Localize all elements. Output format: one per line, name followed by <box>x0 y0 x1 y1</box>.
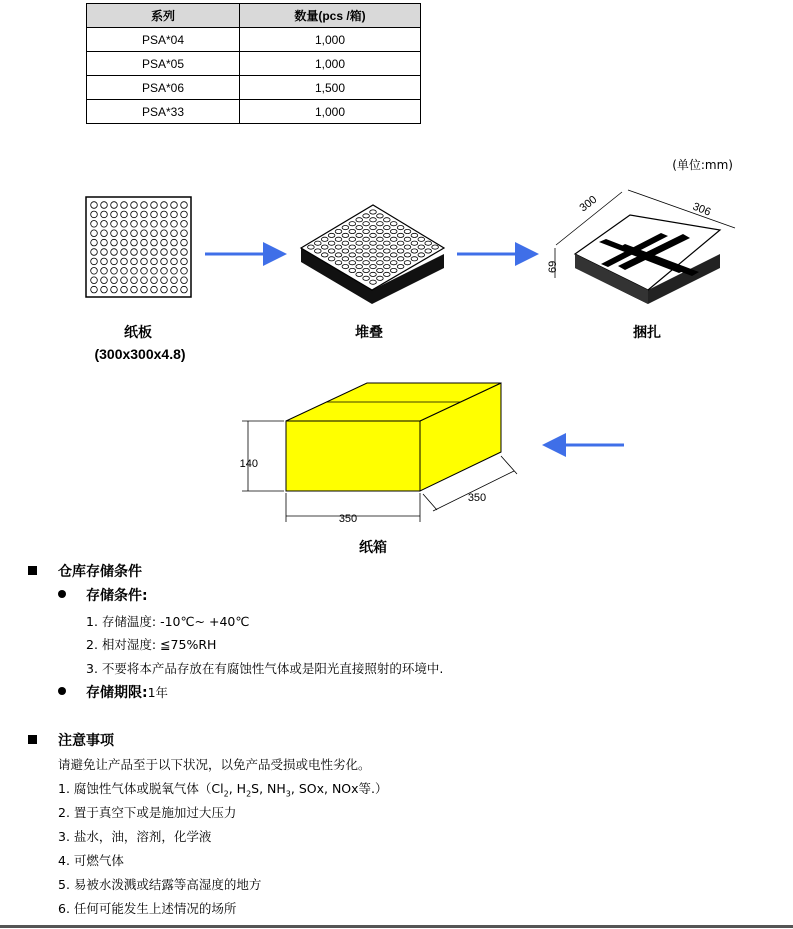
stack-hole <box>384 233 391 237</box>
stack-hole <box>411 233 418 237</box>
stack-hole <box>315 249 322 253</box>
board-hole <box>91 221 98 228</box>
stack-hole <box>342 265 349 269</box>
stack-hole <box>342 249 349 253</box>
board-hole <box>111 268 118 275</box>
board-hole <box>91 249 98 256</box>
board-hole <box>171 249 178 256</box>
board-hole <box>141 211 148 218</box>
notes-item-1 <box>58 779 388 799</box>
stack-hole <box>397 241 404 245</box>
storage-conditions-title: 存储条件: <box>86 588 148 604</box>
stack-hole <box>356 272 363 276</box>
stack-hole <box>356 233 363 237</box>
stack-hole <box>363 214 370 218</box>
carton-box-illustration <box>286 383 501 491</box>
board-hole <box>181 249 188 256</box>
stack-hole <box>397 257 404 261</box>
board-hole <box>111 258 118 265</box>
board-hole <box>131 268 138 275</box>
stack-hole <box>342 233 349 237</box>
stacked-boards-illustration <box>301 205 444 304</box>
board-hole <box>141 277 148 284</box>
board-hole <box>111 249 118 256</box>
stack-hole <box>370 280 377 284</box>
storage-item-humidity: 2. 相对湿度: ≦75%RH <box>86 637 217 652</box>
notes-item-1-text: 1. 腐蚀性气体或脱氧气体（Cl <box>58 781 224 796</box>
board-hole <box>111 202 118 209</box>
stack-hole <box>370 272 377 276</box>
stack-hole <box>321 245 328 249</box>
stack-hole <box>363 237 370 241</box>
storage-period <box>86 682 168 702</box>
board-hole <box>91 230 98 237</box>
subscript: 2 <box>223 789 229 799</box>
board-hole <box>161 230 168 237</box>
board-hole <box>161 249 168 256</box>
board-hole <box>101 258 108 265</box>
table-cell-quantity: 1,000 <box>240 100 421 124</box>
notes-item-1-text: , SOx, NOx等.） <box>290 781 388 796</box>
box-height-label: 140 <box>239 458 258 470</box>
notes-item-3: 3. 盐水，油，溶剂，化学液 <box>58 829 212 844</box>
board-hole <box>161 211 168 218</box>
paper-board-illustration <box>86 197 191 297</box>
stack-hole <box>328 241 335 245</box>
stack-hole <box>349 253 356 257</box>
board-hole <box>101 239 108 246</box>
board-hole <box>111 230 118 237</box>
board-hole <box>181 239 188 246</box>
board-hole <box>141 249 148 256</box>
stack-hole <box>384 272 391 276</box>
stack-hole <box>363 245 370 249</box>
board-hole <box>131 277 138 284</box>
board-hole <box>171 202 178 209</box>
table-cell-series: PSA*06 <box>87 76 240 100</box>
stack-hole <box>349 229 356 233</box>
stack-hole <box>390 268 397 272</box>
stack-hole <box>404 237 411 241</box>
stack-hole <box>349 245 356 249</box>
notes-item-1-text: S, NH <box>251 781 286 796</box>
storage-item-environment: 3. 不要将本产品存放在有腐蚀性气体或是阳光直接照射的环境中. <box>86 661 444 676</box>
stack-hole <box>384 226 391 230</box>
stack-hole <box>377 261 384 265</box>
stack-label: 堆叠 <box>355 325 383 341</box>
stack-hole <box>425 249 432 253</box>
column-header-quantity: 数量(pcs /箱) <box>240 4 421 28</box>
stack-hole <box>342 241 349 245</box>
stack-hole <box>363 229 370 233</box>
stack-hole <box>377 268 384 272</box>
board-hole <box>101 202 108 209</box>
table-cell-quantity: 1,000 <box>240 28 421 52</box>
stack-hole <box>321 237 328 241</box>
board-hole <box>101 230 108 237</box>
page-bottom-divider <box>0 925 793 928</box>
stack-hole <box>335 229 342 233</box>
table-cell-series: PSA*04 <box>87 28 240 52</box>
stack-hole <box>356 257 363 261</box>
stack-hole <box>363 253 370 257</box>
board-hole <box>131 221 138 228</box>
board-hole <box>151 277 158 284</box>
stack-hole <box>390 245 397 249</box>
board-hole <box>91 202 98 209</box>
board-hole <box>141 202 148 209</box>
board-hole <box>121 249 128 256</box>
board-hole <box>161 277 168 284</box>
unit-note: (单位:mm) <box>672 158 733 172</box>
board-hole <box>131 249 138 256</box>
stack-hole <box>349 268 356 272</box>
board-hole <box>121 268 128 275</box>
stack-hole <box>404 253 411 257</box>
board-hole <box>121 202 128 209</box>
quantity-table <box>86 3 421 124</box>
stack-hole <box>390 253 397 257</box>
packaging-diagram <box>0 170 793 560</box>
board-hole <box>131 239 138 246</box>
board-hole <box>151 202 158 209</box>
stack-hole <box>335 253 342 257</box>
board-hole <box>101 221 108 228</box>
board-hole <box>131 211 138 218</box>
board-hole <box>181 202 188 209</box>
notes-item-1-text: , H <box>228 781 247 796</box>
bullet-dot-icon <box>58 590 66 598</box>
stack-hole <box>356 241 363 245</box>
stack-hole <box>328 233 335 237</box>
stack-hole <box>377 276 384 280</box>
board-hole <box>151 268 158 275</box>
board-hole <box>181 258 188 265</box>
notes-item-4: 4. 可燃气体 <box>58 853 124 868</box>
board-hole <box>121 230 128 237</box>
stack-hole <box>370 265 377 269</box>
stack-hole <box>384 249 391 253</box>
board-hole <box>91 239 98 246</box>
board-hole <box>171 230 178 237</box>
board-hole <box>181 286 188 293</box>
table-cell-quantity: 1,000 <box>240 52 421 76</box>
stack-hole <box>418 253 425 257</box>
bullet-dot-icon <box>58 687 66 695</box>
board-hole <box>111 286 118 293</box>
notes-section-title: 注意事项 <box>58 733 114 749</box>
board-hole <box>121 258 128 265</box>
table-cell-series: PSA*33 <box>87 100 240 124</box>
stack-hole <box>356 218 363 222</box>
stack-hole <box>377 229 384 233</box>
board-hole <box>161 268 168 275</box>
board-hole <box>131 258 138 265</box>
stack-hole <box>390 229 397 233</box>
bundle-label: 捆扎 <box>633 325 661 341</box>
stack-hole <box>397 265 404 269</box>
board-hole <box>121 239 128 246</box>
board-hole <box>151 211 158 218</box>
stack-hole <box>349 237 356 241</box>
notes-item-6: 6. 任何可能发生上述情况的场所 <box>58 901 237 916</box>
board-hole <box>141 230 148 237</box>
board-hole <box>111 211 118 218</box>
board-hole <box>91 268 98 275</box>
stack-hole <box>335 245 342 249</box>
stack-hole <box>370 233 377 237</box>
stack-hole <box>418 245 425 249</box>
storage-period-value: 1年 <box>147 685 169 700</box>
board-hole <box>111 221 118 228</box>
board-hole <box>101 211 108 218</box>
subscript: 2 <box>246 789 252 799</box>
board-hole <box>171 277 178 284</box>
board-hole <box>161 221 168 228</box>
notes-intro: 请避免让产品至于以下状况，以免产品受损或电性劣化。 <box>58 757 371 772</box>
column-header-series: 系列 <box>87 4 240 28</box>
board-hole <box>101 286 108 293</box>
stack-hole <box>370 218 377 222</box>
board-label: 纸板 <box>124 325 152 341</box>
stack-hole <box>411 241 418 245</box>
notes-item-5: 5. 易被水泼溅或结露等高湿度的地方 <box>58 877 262 892</box>
board-hole <box>181 230 188 237</box>
stack-hole <box>384 218 391 222</box>
stack-hole <box>370 210 377 214</box>
board-hole <box>101 268 108 275</box>
stack-hole <box>411 249 418 253</box>
bundle-dim-b: 306 <box>690 200 713 219</box>
board-hole <box>181 277 188 284</box>
stack-hole <box>377 237 384 241</box>
stack-hole <box>404 245 411 249</box>
stack-hole <box>384 257 391 261</box>
stack-hole <box>321 253 328 257</box>
stack-hole <box>356 226 363 230</box>
board-hole <box>161 258 168 265</box>
stack-hole <box>370 257 377 261</box>
board-hole <box>101 277 108 284</box>
board-hole <box>91 211 98 218</box>
stack-hole <box>377 222 384 226</box>
stack-hole <box>425 241 432 245</box>
board-hole <box>131 230 138 237</box>
stack-hole <box>335 261 342 265</box>
stack-hole <box>370 241 377 245</box>
stack-hole <box>397 226 404 230</box>
board-hole <box>121 286 128 293</box>
table-row <box>87 100 421 124</box>
board-hole <box>141 221 148 228</box>
stack-hole <box>308 245 315 249</box>
stack-hole <box>342 257 349 261</box>
subscript: 3 <box>285 789 291 799</box>
board-hole <box>181 221 188 228</box>
stack-hole <box>349 222 356 226</box>
board-hole <box>171 221 178 228</box>
stack-hole <box>418 237 425 241</box>
table-row <box>87 76 421 100</box>
stack-hole <box>342 226 349 230</box>
stack-hole <box>370 249 377 253</box>
stack-hole <box>404 261 411 265</box>
board-hole <box>171 286 178 293</box>
board-hole <box>171 239 178 246</box>
stack-hole <box>390 261 397 265</box>
board-hole <box>181 211 188 218</box>
storage-period-title: 存储期限: <box>86 685 148 701</box>
board-hole <box>151 286 158 293</box>
board-hole <box>171 268 178 275</box>
board-hole <box>151 230 158 237</box>
notes-item-2: 2. 置于真空下或是施加过大压力 <box>58 805 237 820</box>
stack-hole <box>377 245 384 249</box>
stack-hole <box>390 237 397 241</box>
stack-hole <box>356 265 363 269</box>
board-hole <box>181 268 188 275</box>
box-label: 纸箱 <box>359 540 387 556</box>
stack-hole <box>349 261 356 265</box>
stack-hole <box>335 237 342 241</box>
board-hole <box>91 258 98 265</box>
board-hole <box>171 258 178 265</box>
board-hole <box>121 221 128 228</box>
stack-hole <box>328 257 335 261</box>
board-hole <box>141 286 148 293</box>
stack-hole <box>315 241 322 245</box>
stack-hole <box>363 268 370 272</box>
stack-hole <box>397 249 404 253</box>
table-row <box>87 52 421 76</box>
stack-hole <box>328 249 335 253</box>
board-hole <box>91 277 98 284</box>
board-hole <box>151 221 158 228</box>
board-hole <box>141 258 148 265</box>
stack-hole <box>432 245 439 249</box>
board-hole <box>121 211 128 218</box>
stack-hole <box>404 229 411 233</box>
table-header-row <box>87 4 421 28</box>
bundle-dim-h: 69 <box>547 260 559 273</box>
table-cell-series: PSA*05 <box>87 52 240 76</box>
board-hole <box>161 202 168 209</box>
board-hole <box>151 249 158 256</box>
stack-hole <box>377 253 384 257</box>
stack-hole <box>384 265 391 269</box>
board-hole <box>141 239 148 246</box>
stack-hole <box>377 214 384 218</box>
bullet-square-icon <box>28 566 37 575</box>
board-hole <box>171 211 178 218</box>
storage-item-temperature: 1. 存储温度: -10℃~ +40℃ <box>86 614 250 629</box>
bundle-dim-a: 300 <box>577 193 600 215</box>
bullet-square-icon <box>28 735 37 744</box>
board-hole <box>161 239 168 246</box>
stack-hole <box>363 276 370 280</box>
board-hole <box>121 277 128 284</box>
stack-hole <box>356 249 363 253</box>
board-hole <box>151 258 158 265</box>
stack-hole <box>390 222 397 226</box>
stack-hole <box>363 261 370 265</box>
board-hole <box>131 202 138 209</box>
board-hole <box>111 277 118 284</box>
board-hole <box>131 286 138 293</box>
board-hole <box>161 286 168 293</box>
stack-hole <box>370 226 377 230</box>
table-row <box>87 28 421 52</box>
board-size-label: (300x300x4.8) <box>94 346 186 362</box>
storage-section-title: 仓库存储条件 <box>58 564 142 580</box>
board-hole <box>141 268 148 275</box>
stack-hole <box>411 257 418 261</box>
board-hole <box>101 249 108 256</box>
stack-hole <box>397 233 404 237</box>
table-cell-quantity: 1,500 <box>240 76 421 100</box>
stack-hole <box>384 241 391 245</box>
stack-hole <box>363 222 370 226</box>
box-depth-label: 350 <box>467 492 487 504</box>
board-hole <box>111 239 118 246</box>
box-width-label: 350 <box>338 513 358 525</box>
board-hole <box>91 286 98 293</box>
board-hole <box>151 239 158 246</box>
